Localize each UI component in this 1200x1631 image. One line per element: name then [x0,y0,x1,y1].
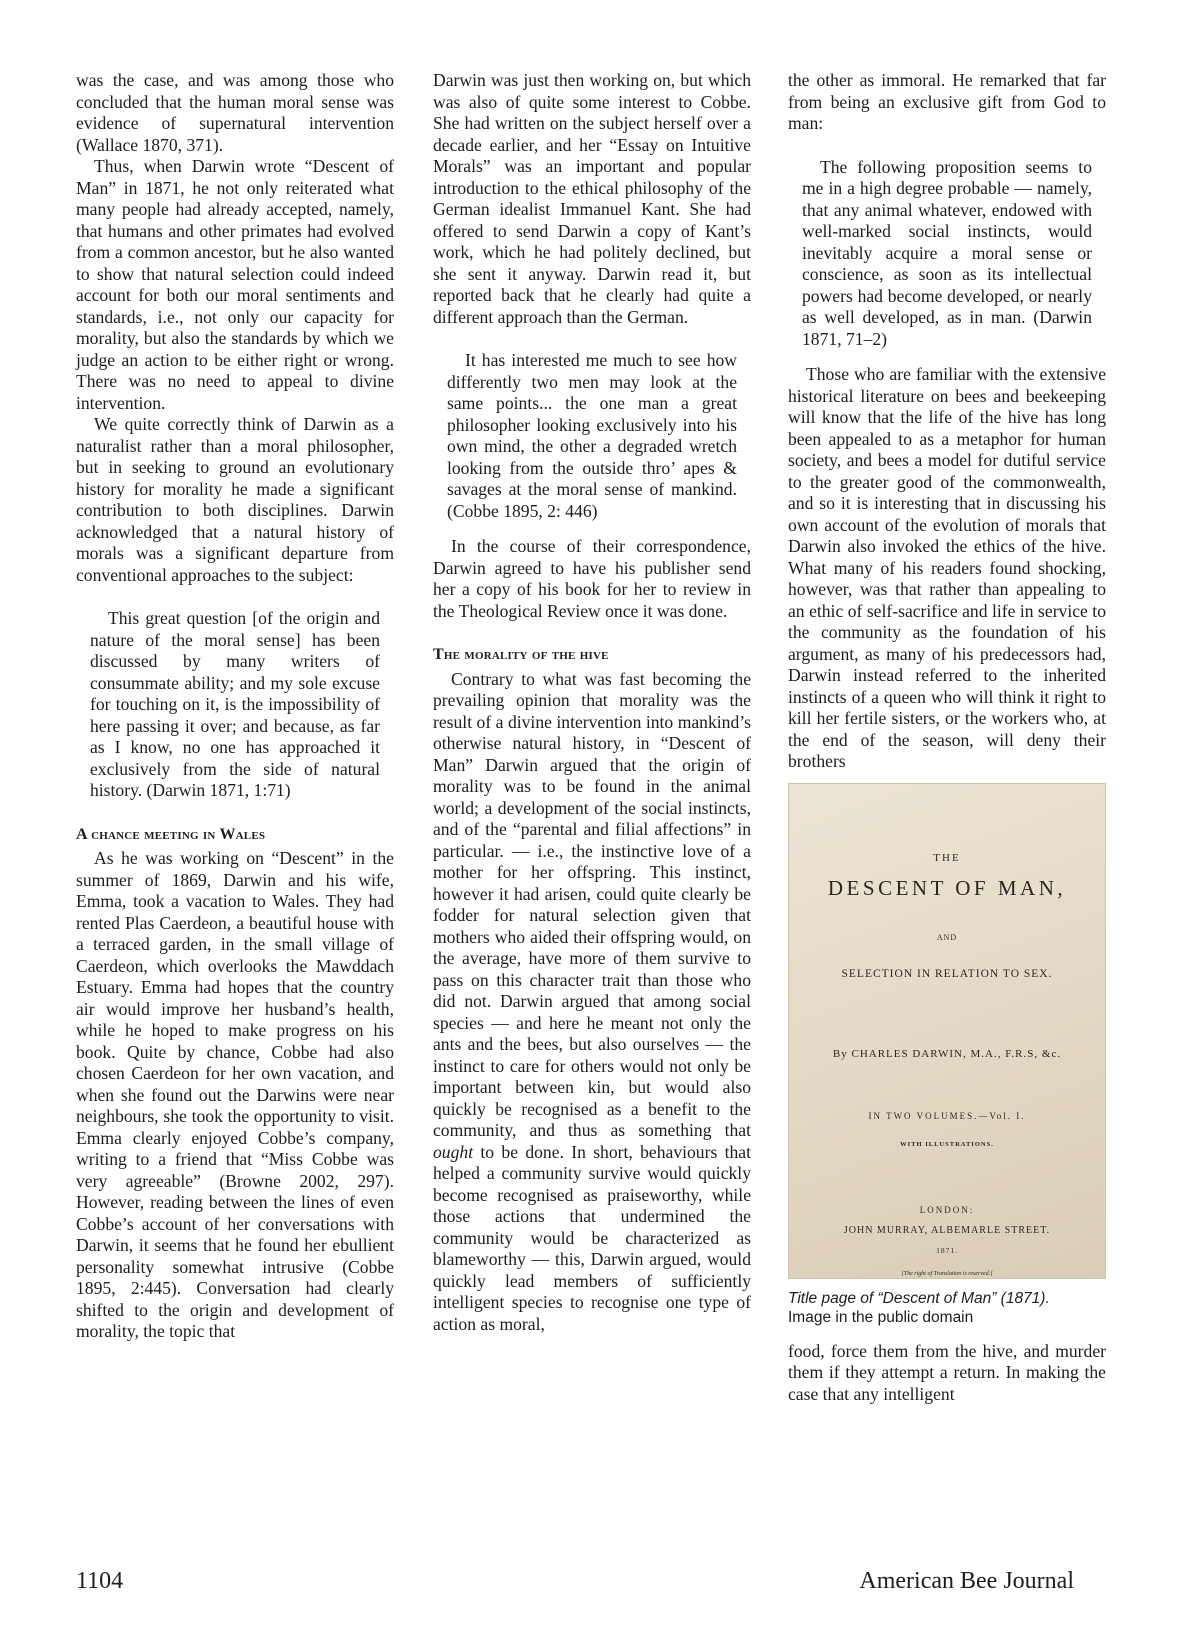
column-3 [788,70,1106,1405]
figure-caption [788,1289,1106,1327]
title-page-subtitle: SELECTION IN RELATION TO SEX. [841,967,1053,980]
section-heading: The morality of the hive [433,646,609,663]
block-quote: This great question [of the origin and nature of the moral sense] has been discussed by many writers of consummate ability; and my sole excuse for touching on it, is the impossibility of here passing it over; and because, as far as I know, no one has approached it exclusively from the side of natural history. (Darwin 1871, 1:71) [90,608,380,800]
section-heading: A chance meeting in Wales [76,825,266,843]
title-page-publisher: JOHN MURRAY, ALBEMARLE STREET. [843,1224,1051,1236]
emphasis: ought [433,1141,474,1162]
caption-credit: Image in the public domain [788,1308,974,1326]
paragraph-text: to be done. In short, behaviours that helped a community survive would quickly become recognised as praiseworthy, while those actions that undermined the community would be characterized as blameworthy — this, Darwin argued, would quickly lead members of sufficiently intelligent species to recognise one type of action as moral, [433,1141,751,1334]
column-2 [433,70,751,1335]
caption-title: Title page of “Descent of Man” (1871). [788,1289,1050,1307]
title-page-illustrations: WITH ILLUSTRATIONS. [900,1140,994,1148]
paragraph: Thus, when Darwin wrote “Descent of Man” in 1871, he not only reiterated what many people had already accepted, namely, that humans and other primates had evolved from a common ancestor, but he also wanted to show that natural selection could indeed account for both our moral sentiments and standards, i.e., not only our capacity for morality, but also the standards by which we judge an action to be either right or wrong. There was no need to appeal to divine intervention. [76,156,394,413]
paragraph: the other as immoral. He remarked that far from being an exclusive gift from God to man: [788,70,1106,133]
paragraph [433,669,751,1336]
paragraph: Darwin was just then working on, but which was also of quite some interest to Cobbe. She had written on the subject herself over a decade earlier, and her “Essay on Intuitive Morals” was an important and popular introduction to the ethical philosophy of the German idealist Immanuel Kant. She had offered to send Darwin a copy of Kant’s work, which he had politely declined, but she sent it anyway. Darwin read it, but reported back that he clearly had quite a different approach than the German. [433,70,751,327]
paragraph: food, force them from the hive, and murder them if they attempt a return. In making the case that any intelligent [788,1340,1106,1404]
title-page-author: By CHARLES DARWIN, M.A., F.R.S, &c. [832,1047,1062,1060]
title-page-image [788,783,1106,1279]
column-1 [76,70,394,1343]
page-number: 1104 [76,1568,124,1594]
paragraph: We quite correctly think of Darwin as a naturalist rather than a moral philosopher, but in seeking to ground an evolutionary history for morality he made a significant contribution to both disciplines. Darwin acknowledged that a natural history of morals was a significant departure from conventional approaches to the subject: [76,414,394,585]
title-page-volumes: IN TWO VOLUMES.—Vol. I. [868,1110,1026,1121]
title-page-main-title: DESCENT OF MAN, [827,875,1067,900]
block-quote: The following proposition seems to me in a high degree probable — namely, that any animal whatever, endowed with well-marked social instincts, would inevitably acquire a moral sense or conscience, as soon as its intellectual powers had become developed, or nearly as well developed, as in man. (Darwin 1871, 71–2) [802,156,1092,349]
paragraph: In the course of their correspondence, Darwin agreed to have his publisher send her a copy of his book for her to review in the Theological Review once it was done. [433,536,751,621]
paragraph-text: Contrary to what was fast becoming the prevailing opinion that morality was the result of a divine intervention into mankind’s otherwise natural history, in “Descent of Man” Darwin argued that the origin of morality was to be found in the animal world; a development of the social instincts, and of the “parental and filial affections” in particular. — i.e., the instinctive love of a mother for her offspring. This instinct, however it had arisen, could quite clearly be fodder for natural selection given that mothers who aided their offspring would, on the average, have more of them survive to pass on this character trait than those who did not. Darwin argued that among social species — and here he meant not only the ants and the bees, but also ourselves — the instinct to care for others would not only be important between kin, but would also quickly be recognised as a benefit to the community, and thus as something that [433,668,751,1140]
title-page-and: AND [936,932,958,942]
title-page-year: 1871. [936,1245,958,1255]
title-page-the: THE [933,851,961,864]
block-quote: It has interested me much to see how differently two men may look at the same points... the one man a great philosopher looking exclusively into his own mind, the other a degraded wretch looking from the outside thro’ apes & savages at the moral sense of mankind. (Cobbe 1895, 2: 446) [447,350,737,521]
paragraph: Those who are familiar with the extensive historical literature on bees and beekeeping will know that the life of the hive has long been appealed to as a metaphor for human society, and bees a model for dutiful service to the greater good of the commonwealth, and so it is interesting that in discussing his own account of the evolution of morals that Darwin also invoked the ethics of the hive. What many of his readers found shocking, however, was that rather than appealing to an ethic of self-sacrifice and life in service to the community as the foundation of his argument, as many of his predecessors had, Darwin instead referred to the inherited instincts of a queen who will think it right to kill her fertile sisters, or the workers who, at the end of the season, will deny their brothers [788,364,1106,771]
paragraph: was the case, and was among those who concluded that the human moral sense was evidence of supernatural intervention (Wallace 1870, 371). [76,70,394,155]
title-page-city: LONDON: [919,1204,975,1215]
journal-name: American Bee Journal [859,1568,1074,1594]
paragraph: As he was working on “Descent” in the summer of 1869, Darwin and his wife, Emma, took a vacation to Wales. They had rented Plas Caerdeon, a beautiful house with a terraced garden, in the small village of Caerdeon, which overlooks the Mawddach Estuary. Emma had hopes that the country air would improve her husband’s health, while he hoped to make progress on his book. Quite by chance, Cobbe had also chosen Caerdeon for her own vacation, and when she found out the Darwins were near neighbours, she took the opportunity to visit. Emma clearly enjoyed Cobbe’s company, writing to a friend that “Miss Cobbe was very agreeable” (Browne 2002, 297). However, reading between the lines of even Cobbe’s account of her conversations with Darwin, it seems that he found her ebullient personality somewhat intrusive (Cobbe 1895, 2:445). Conversation had clearly shifted to the origin and development of morality, the topic that [76,848,394,1341]
title-page-rights: [The right of Translation is reserved.] [901,1270,993,1277]
